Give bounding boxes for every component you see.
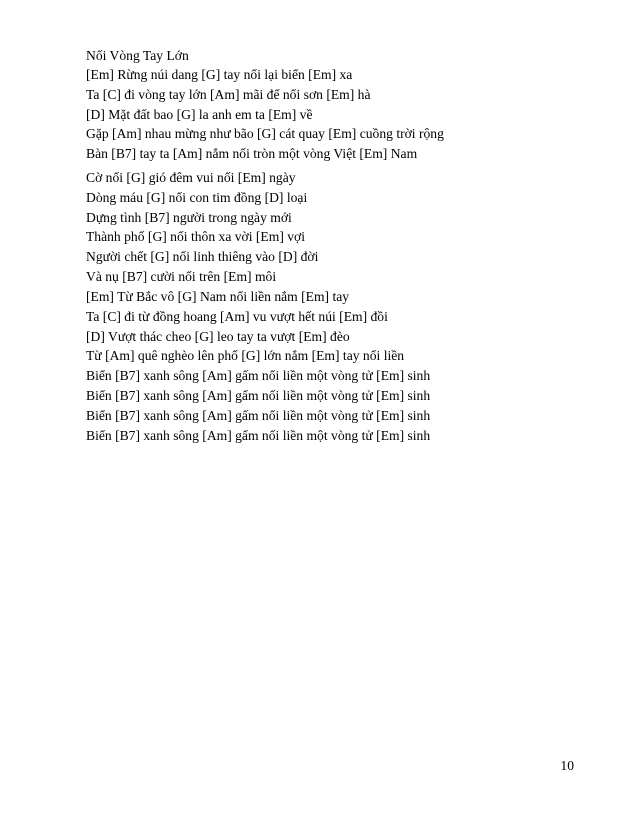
lyric-line: Dòng máu [G] nối con tim đồng [D] loại: [86, 189, 308, 205]
lyric-line: Biển [B7] xanh sông [Am] gấm nối liền một vòng tử [Em] sinh: [86, 427, 431, 443]
stanza-1: [86, 65, 566, 164]
lyric-line: [D] Vượt thác cheo [G] leo tay ta vượt [Em] đèo: [86, 328, 350, 344]
song-title: Nối Vòng Tay Lớn: [86, 48, 189, 63]
lyric-line: Ta [C] đi từ đồng hoang [Am] vu vượt hết núi [Em] đồi: [86, 308, 388, 324]
lyric-line: Biển [B7] xanh sông [Am] gấm nối liền một vòng tử [Em] sinh: [86, 407, 431, 423]
lyric-line: Cờ nối [G] gió đêm vui nối [Em] ngày: [86, 170, 296, 185]
lyric-line: Người chết [G] nối linh thiêng vào [D] đời: [86, 249, 319, 265]
lyric-line: Ta [C] đi vòng tay lớn [Am] mãi để nối sơn [Em] hà: [86, 86, 371, 102]
lyric-line: Thành phố [G] nối thôn xa vời [Em] vợi: [86, 229, 306, 245]
lyric-line: [D] Mặt đất bao [G] la anh em ta [Em] về: [86, 106, 313, 122]
stanza-2: [86, 168, 566, 287]
lyric-line: Từ [Am] quê nghèo lên phố [G] lớn nắm [Em] tay nối liền: [86, 348, 405, 364]
lyric-line: Bàn [B7] tay ta [Am] nắm nối tròn một vòng Việt [Em] Nam: [86, 146, 418, 162]
lyric-line: Dựng tình [B7] người trong ngày mới: [86, 209, 292, 225]
page-number: 10: [560, 758, 574, 773]
lyric-line: Biển [B7] xanh sông [Am] gấm nối liền một vòng tử [Em] sinh: [86, 368, 431, 384]
lyric-line: Biển [B7] xanh sông [Am] gấm nối liền một vòng tử [Em] sinh: [86, 387, 431, 403]
stanza-3: [86, 287, 566, 445]
lyric-line: Gặp [Am] nhau mừng như bão [G] cát quay [Em] cuồng trời rộng: [86, 126, 444, 142]
lyric-line: [Em] Rừng núi dang [G] tay nối lại biển [Em] xa: [86, 67, 353, 82]
lyric-line: [Em] Từ Bắc vô [G] Nam nối liền nắm [Em] tay: [86, 289, 350, 304]
lyric-line: Và nụ [B7] cười nối trên [Em] môi: [86, 268, 277, 284]
